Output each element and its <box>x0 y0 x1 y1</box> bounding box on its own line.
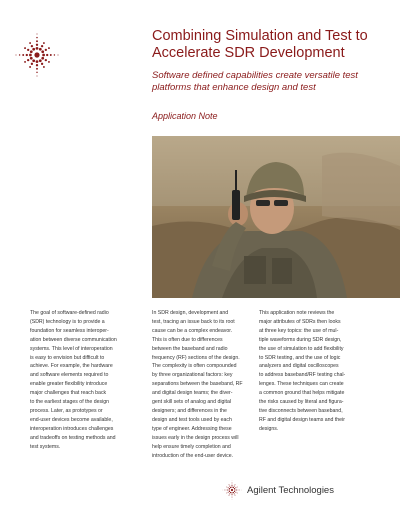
spark-dot <box>32 59 35 62</box>
body-text-line: major attributes of SDRs then looks <box>259 318 341 325</box>
spark-dot <box>231 487 232 488</box>
spark-dot <box>234 486 235 487</box>
brand-name: Agilent Technologies <box>247 484 334 496</box>
body-text-line: issues early in the design process will <box>152 434 239 441</box>
spark-dot <box>232 496 233 497</box>
spark-dot <box>41 45 43 47</box>
spark-dot <box>234 489 235 490</box>
spark-dot <box>16 55 17 56</box>
spark-dot <box>36 40 38 42</box>
document-type-label: Application Note <box>152 111 218 121</box>
spark-dot <box>226 490 227 491</box>
body-text-line: lenges. These techniques can create <box>259 381 344 388</box>
body-text-line: This is often due to differences <box>152 336 223 343</box>
body-text-line: and software elements required to <box>30 372 109 379</box>
spark-dot <box>36 72 37 73</box>
subtitle-line: Software defined capabilities create versatile test <box>152 70 358 81</box>
agilent-spark-small-logo-icon <box>222 480 242 500</box>
spark-dot <box>29 42 31 44</box>
spark-dot <box>235 484 236 485</box>
subtitle-line: platforms that enhance design and test <box>152 82 316 93</box>
spark-dot <box>39 48 42 51</box>
spark-dot <box>58 55 59 56</box>
spark-dot <box>239 490 240 491</box>
body-text-line: (SDR) technology is to provide a <box>30 318 105 325</box>
spark-dot <box>231 492 232 493</box>
body-text-line: gent skill sets of analog and digital <box>152 399 232 406</box>
body-text-line: type of engineer. Addressing these <box>152 425 232 432</box>
spark-dot <box>27 49 29 51</box>
document-subtitle <box>152 70 392 94</box>
spark-dot <box>41 63 43 65</box>
spark-dot <box>229 484 230 485</box>
spark-dot <box>235 495 236 496</box>
spark-dot <box>234 491 235 492</box>
spark-dot <box>50 54 52 56</box>
agilent-spark-logo-icon <box>14 32 60 78</box>
title-line: Accelerate SDR Development <box>152 45 345 61</box>
spark-dot <box>235 487 236 488</box>
spark-dot <box>36 60 39 63</box>
body-column-2 <box>152 309 262 460</box>
spark-dot <box>237 487 238 488</box>
spark-dot <box>230 487 231 488</box>
spark-dot <box>27 59 29 61</box>
body-text-line: In SDR design, development and <box>152 310 229 316</box>
spark-dot <box>31 63 33 65</box>
spark-dot <box>32 48 35 51</box>
spark-dot <box>229 495 230 496</box>
spark-dot <box>226 487 227 488</box>
body-text-line: RF and digital design teams and their <box>259 416 345 423</box>
body-text-line: This application note reviews the <box>259 310 335 316</box>
body-text-line: designers; and differences in the <box>152 407 227 414</box>
spark-dot <box>233 487 234 488</box>
spark-dot <box>231 494 232 495</box>
spark-dot <box>229 489 230 490</box>
body-text-line: interoperation introduces challenges <box>30 425 114 432</box>
spark-dot <box>45 49 47 51</box>
body-text-line: designs. <box>259 425 279 432</box>
body-column-1 <box>30 309 140 452</box>
body-text-line: and tradeoffs on testing methods and <box>30 434 116 441</box>
body-text-line: design and test tools used by each <box>152 416 232 423</box>
body-text-line: achieve. For example, the hardware <box>30 363 113 370</box>
spark-dot <box>228 492 229 493</box>
body-text-line: introduction of the end-user device. <box>152 452 234 459</box>
document-title <box>152 28 392 62</box>
spark-dot <box>31 45 33 47</box>
title-line: Combining Simulation and Test to <box>152 28 368 44</box>
spark-dot <box>224 490 225 491</box>
body-text-line: by three organizational factors: key <box>152 372 233 379</box>
spark-dot <box>45 59 47 61</box>
body-text-line: is easy to envision but difficult to <box>30 354 105 361</box>
body-text-line: process. Later, as prototypes or <box>30 407 103 414</box>
body-text-line: separations between the baseband, RF <box>152 381 243 388</box>
spark-dot <box>30 50 33 53</box>
spark-dot <box>29 54 32 57</box>
spark-dot <box>36 44 38 46</box>
spark-dot <box>228 487 229 488</box>
spark-dot <box>232 497 233 498</box>
spark-dot <box>36 68 38 70</box>
spark-dot <box>54 54 55 55</box>
body-text-line: enable greater flexibility introduce <box>30 381 108 388</box>
spark-dot <box>232 484 233 485</box>
spark-dot <box>230 492 231 493</box>
body-text-line: analyzers and digital oscilloscopes <box>259 363 339 370</box>
spark-dot <box>36 47 39 50</box>
spark-dot <box>19 54 20 55</box>
body-text-line: cause can be a complex endeavor. <box>152 327 233 334</box>
body-text-line: and digital design teams; the diver- <box>152 390 233 397</box>
body-text-line: The goal of software-defined radio <box>30 310 109 316</box>
spark-dot <box>234 493 235 494</box>
spark-dot <box>26 54 28 56</box>
spark-dot <box>229 493 230 494</box>
spark-dot <box>24 47 26 49</box>
spark-dot <box>37 34 38 35</box>
body-text-line: tiple waveforms during SDR design, <box>259 336 342 343</box>
spark-dot <box>30 57 33 60</box>
body-text-line: to the earliest stages of the design <box>30 399 110 406</box>
soldier-radio-photo <box>152 136 400 298</box>
spark-dot <box>24 61 26 63</box>
spark-center-dot <box>34 52 39 57</box>
spark-dot <box>229 491 230 492</box>
spark-dot <box>237 493 238 494</box>
spark-dot <box>229 488 230 489</box>
spark-dot <box>37 76 38 77</box>
footer-brand <box>222 479 392 501</box>
body-text-line: at three key topics: the use of mul- <box>259 327 339 334</box>
spark-dot <box>236 489 237 490</box>
body-text-line: tive disconnects between baseband, <box>259 407 343 414</box>
spark-dot <box>22 54 24 56</box>
spark-dot <box>36 64 38 66</box>
spark-dot <box>234 488 235 489</box>
spark-dot <box>36 37 37 38</box>
spark-dot <box>48 61 50 63</box>
body-text-line: to address baseband/RF testing chal- <box>259 372 346 379</box>
body-text-line: The complexity is often compounded <box>152 363 237 370</box>
spark-dot <box>42 54 45 57</box>
body-text-line: between the baseband and radio <box>152 345 228 352</box>
body-text-line: the risks caused by literal and figura- <box>259 399 344 406</box>
body-text-line: test, tracing an issue back to its root <box>152 318 235 325</box>
body-text-line: systems. This level of interoperation <box>30 345 113 352</box>
body-text-line: help ensure timely completion and <box>152 443 231 450</box>
spark-dot <box>29 66 31 68</box>
body-text-line: test systems. <box>30 443 61 450</box>
spark-dot <box>238 490 239 491</box>
spark-dot <box>235 492 236 493</box>
spark-center-dot <box>231 489 233 491</box>
body-text-line: ation between diverse communication <box>30 336 117 343</box>
spark-dot <box>39 59 42 62</box>
spark-dot <box>229 486 230 487</box>
body-text-line: frequency (RF) sections of the design. <box>152 354 240 361</box>
spark-dot <box>41 57 44 60</box>
body-text-line: foundation for seamless interoper- <box>30 327 109 334</box>
body-text-line: end-user devices become available, <box>30 416 113 423</box>
body-text-line: major challenges that reach back <box>30 390 107 397</box>
body-column-3 <box>259 309 369 434</box>
spark-dot <box>227 489 228 490</box>
spark-dot <box>43 42 45 44</box>
spark-dot <box>46 54 48 56</box>
spark-dot <box>43 66 45 68</box>
body-text-line: a common ground that helps mitigate <box>259 390 345 397</box>
spark-dot <box>233 492 234 493</box>
spark-dot <box>231 485 232 486</box>
body-text-line: to SDR testing, and the use of logic <box>259 354 341 361</box>
body-text-line: the use of simulation to add flexibility <box>259 345 344 352</box>
spark-dot <box>232 482 233 483</box>
spark-dot <box>48 47 50 49</box>
spark-dot <box>41 50 44 53</box>
spark-dot <box>226 493 227 494</box>
